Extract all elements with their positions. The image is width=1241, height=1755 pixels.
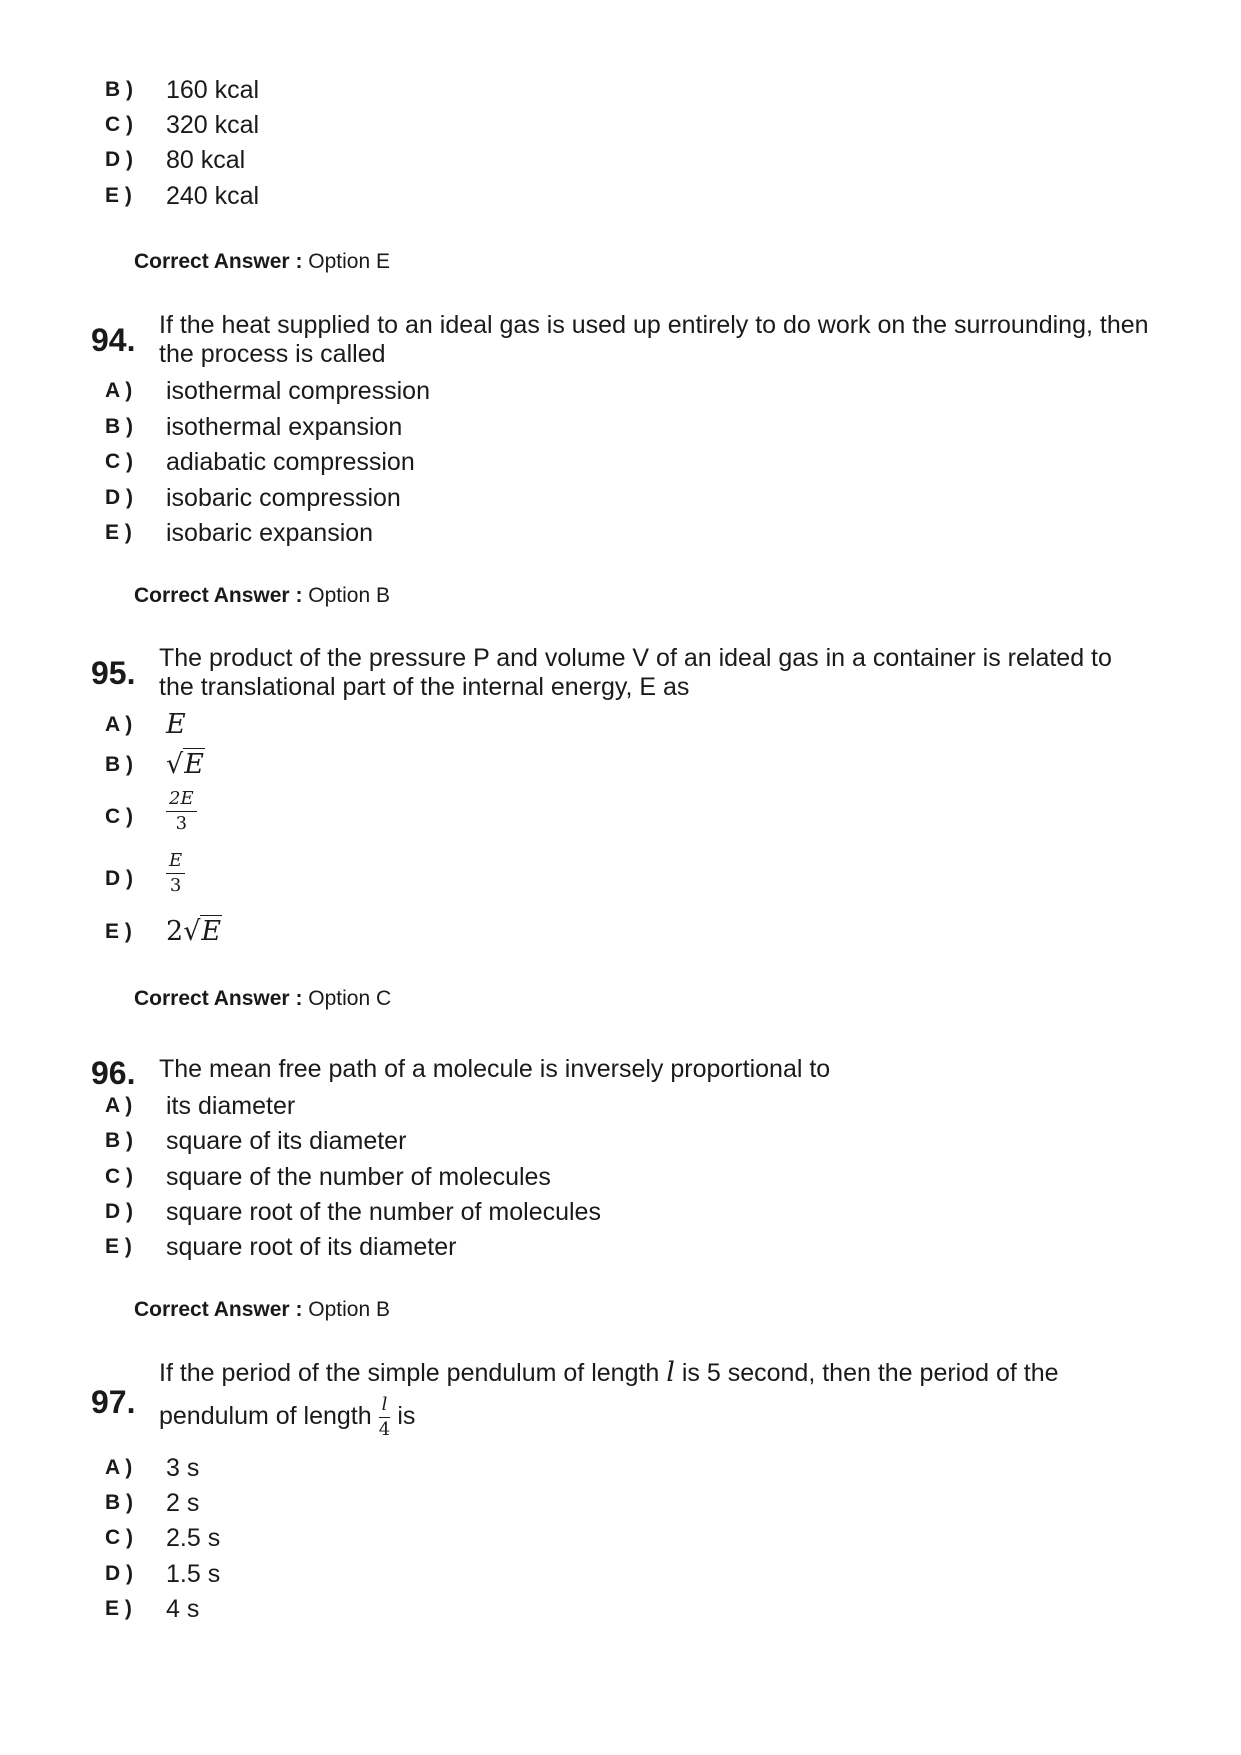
option-letter: E ) bbox=[105, 920, 132, 943]
question-text-96 bbox=[159, 1055, 1159, 1084]
question-line: If the heat supplied to an ideal gas is used up entirely to do work on the surrounding, then bbox=[159, 311, 1149, 339]
answer-value: Option B bbox=[308, 1298, 390, 1321]
option-letter: E ) bbox=[105, 184, 132, 207]
answer-label: Correct Answer : bbox=[134, 584, 303, 607]
option-text: 3 s bbox=[166, 1454, 200, 1482]
option-letter: D ) bbox=[105, 148, 133, 171]
option-letter: D ) bbox=[105, 1200, 133, 1223]
text-segment: If the period of the simple pendulum of length bbox=[159, 1359, 660, 1387]
denominator: 3 bbox=[169, 875, 182, 896]
question-number-94: 94. bbox=[91, 322, 136, 358]
math-expression bbox=[166, 788, 197, 835]
answer-value: Option C bbox=[308, 987, 392, 1010]
text-segment: is bbox=[397, 1402, 416, 1430]
correct-answer-93 bbox=[134, 248, 390, 276]
coefficient: 2 bbox=[166, 916, 184, 947]
option-text: isobaric expansion bbox=[166, 519, 374, 547]
radical-sign: √ bbox=[183, 916, 201, 947]
option-text: 80 kcal bbox=[166, 146, 246, 174]
answer-label: Correct Answer : bbox=[134, 987, 303, 1010]
option-letter: E ) bbox=[105, 1235, 132, 1258]
option-letter: C ) bbox=[105, 1526, 133, 1549]
answer-value: Option B bbox=[308, 584, 390, 607]
text-segment: pendulum of length bbox=[159, 1402, 372, 1430]
option-letter: A ) bbox=[105, 1456, 133, 1479]
option-letter: B ) bbox=[105, 1491, 133, 1514]
option-letter: C ) bbox=[105, 805, 133, 828]
option-letter: D ) bbox=[105, 486, 133, 509]
numerator: l bbox=[379, 1394, 391, 1418]
option-text: adiabatic compression bbox=[166, 448, 415, 476]
option-letter: A ) bbox=[105, 379, 133, 402]
math-expression bbox=[166, 748, 205, 782]
denominator: 3 bbox=[175, 813, 188, 834]
correct-answer-94 bbox=[134, 582, 390, 610]
question-text-97 bbox=[159, 1355, 1159, 1441]
question-line: The product of the pressure P and volume V of an ideal gas in a container is related to bbox=[159, 644, 1112, 672]
option-letter: E ) bbox=[105, 521, 132, 544]
denominator: 4 bbox=[378, 1418, 391, 1440]
math-expression bbox=[166, 915, 222, 949]
option-letter: D ) bbox=[105, 1562, 133, 1585]
option-letter: E ) bbox=[105, 1597, 132, 1620]
text-segment: is 5 second, then the period of the bbox=[681, 1359, 1059, 1387]
option-text: its diameter bbox=[166, 1092, 296, 1120]
option-letter: C ) bbox=[105, 113, 133, 136]
option-text: isothermal expansion bbox=[166, 413, 403, 441]
question-number-97: 97. bbox=[91, 1384, 136, 1420]
option-letter: B ) bbox=[105, 1129, 133, 1152]
option-text: square of the number of molecules bbox=[166, 1163, 551, 1191]
question-line: the translational part of the internal energy, E as bbox=[159, 673, 690, 701]
option-text: square root of its diameter bbox=[166, 1233, 457, 1261]
option-letter: C ) bbox=[105, 1165, 133, 1188]
option-text: isobaric compression bbox=[166, 484, 401, 512]
question-text-95 bbox=[159, 644, 1159, 702]
radical-sign: √ bbox=[166, 749, 184, 780]
math-expression: E bbox=[166, 709, 186, 740]
correct-answer-96 bbox=[134, 1296, 390, 1324]
question-number-96: 96. bbox=[91, 1055, 136, 1091]
radicand: E bbox=[201, 916, 222, 947]
option-text: 240 kcal bbox=[166, 182, 260, 210]
answer-label: Correct Answer : bbox=[134, 1298, 303, 1321]
math-expression bbox=[166, 850, 185, 897]
question-line: the process is called bbox=[159, 340, 386, 368]
correct-answer-95 bbox=[134, 985, 391, 1013]
option-text: 320 kcal bbox=[166, 111, 260, 139]
numerator: E bbox=[166, 850, 185, 874]
option-letter: A ) bbox=[105, 1094, 133, 1117]
option-letter: B ) bbox=[105, 415, 133, 438]
option-letter: A ) bbox=[105, 713, 133, 736]
option-text: 1.5 s bbox=[166, 1560, 221, 1588]
question-line: The mean free path of a molecule is inversely proportional to bbox=[159, 1055, 831, 1083]
question-line bbox=[159, 1355, 1159, 1391]
question-line bbox=[159, 1391, 1159, 1441]
fraction bbox=[166, 788, 197, 835]
fraction bbox=[379, 1394, 391, 1441]
answer-value: Option E bbox=[308, 250, 390, 273]
option-text: square of its diameter bbox=[166, 1127, 407, 1155]
math-variable: l bbox=[666, 1357, 675, 1388]
option-text: 2 s bbox=[166, 1489, 200, 1517]
option-letter: B ) bbox=[105, 78, 133, 101]
radicand: E bbox=[184, 749, 204, 780]
fraction bbox=[166, 850, 185, 897]
option-text: square root of the number of molecules bbox=[166, 1198, 601, 1226]
option-text: 4 s bbox=[166, 1595, 200, 1623]
option-text: 160 kcal bbox=[166, 76, 260, 104]
option-letter: B ) bbox=[105, 753, 133, 776]
option-letter: D ) bbox=[105, 867, 133, 890]
option-letter: C ) bbox=[105, 450, 133, 473]
numerator: 2E bbox=[166, 788, 197, 812]
answer-label: Correct Answer : bbox=[134, 250, 303, 273]
option-text: isothermal compression bbox=[166, 377, 430, 405]
question-text-94 bbox=[159, 311, 1159, 369]
option-text: 2.5 s bbox=[166, 1524, 221, 1552]
question-number-95: 95. bbox=[91, 655, 136, 691]
